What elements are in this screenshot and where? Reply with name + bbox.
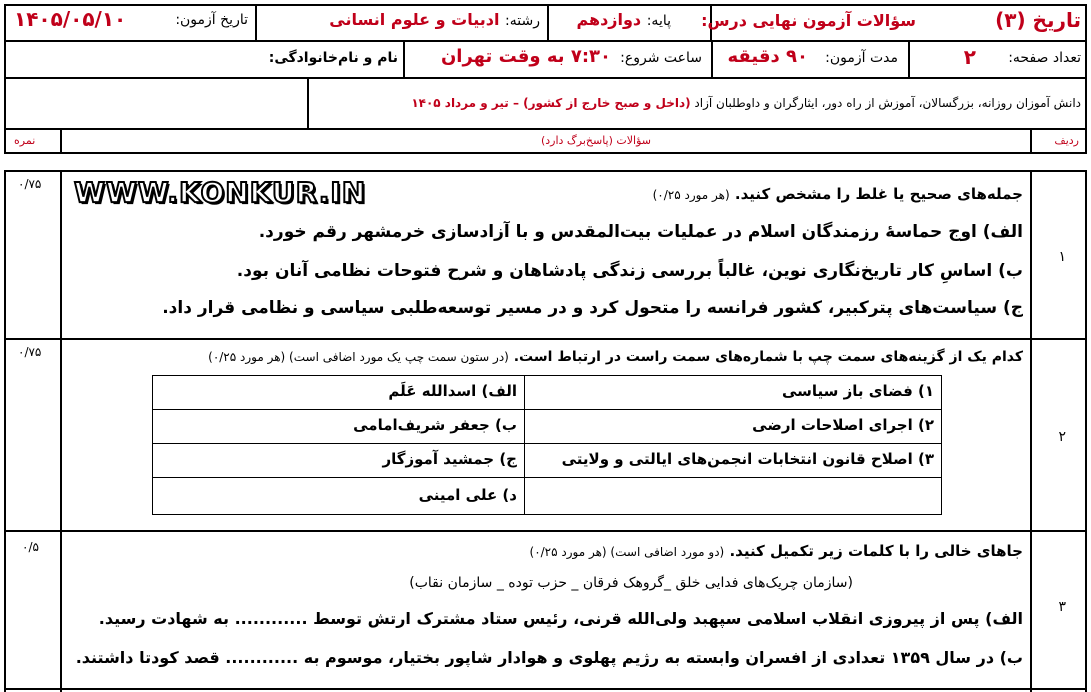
- header-divider: [4, 128, 1087, 130]
- right-item-1: ۱) فضای باز سیاسی: [782, 382, 934, 400]
- duration-label: مدت آزمون:: [825, 50, 898, 66]
- statement-c: ج) سیاست‌های پترکبیر، کشور فرانسه را متحول کرد و در مسیر توسعه‌طلبی سیاسی و نظامی قرار داد.: [162, 298, 1023, 318]
- table-border: [4, 170, 6, 692]
- student-name-label: نام و نام‌خانوادگی:: [268, 50, 398, 66]
- pages-label: تعداد صفحه:: [1008, 50, 1081, 66]
- question-score: ۰/۷۵: [18, 345, 42, 359]
- header-divider: [403, 40, 405, 78]
- pages-count: ۲: [963, 45, 976, 69]
- field: رشته: ادبیات و علوم انسانی: [329, 10, 540, 29]
- left-item-c: ج) جمشید آموزگار: [382, 450, 517, 468]
- word-bank: (سازمان چریک‌های فدایی خلق _گروهک فرقان _ حزب توده _ سازمان نقاب): [409, 575, 853, 591]
- header-divider: [908, 40, 910, 78]
- table-border: [60, 170, 62, 692]
- blank-sentence-a: الف) پس از پیروزی انقلاب اسلامی سپهبد ولی‌الله قرنی، رئیس ستاد مشترک ارتش توسط ............ به شهادت رسید.: [98, 609, 1023, 628]
- question-number: ۱: [1058, 249, 1066, 265]
- left-item-b: ب) جعفر شریف‌امامی: [353, 416, 517, 434]
- header-divider: [711, 40, 713, 78]
- table-border: [1085, 170, 1087, 692]
- header-divider: [4, 77, 1087, 79]
- row-divider: [4, 530, 1087, 532]
- table-border: [1030, 170, 1032, 692]
- header-divider: [255, 4, 257, 41]
- question-score: ۰/۵: [22, 540, 39, 554]
- right-item-3: ۳) اصلاح قانون انتخابات انجمن‌های ایالتی و ولایتی: [561, 450, 934, 468]
- exam-date: ۱۴۰۵/۰۵/۱۰: [14, 7, 127, 31]
- course-title: تاریخ (۳): [995, 8, 1081, 32]
- column-score-header: نمره: [14, 134, 36, 147]
- header-frame: [4, 4, 1087, 154]
- header-divider: [4, 40, 1087, 42]
- question-score: ۰/۷۵: [18, 177, 42, 191]
- question-number: ۳: [1058, 599, 1066, 615]
- header-divider: [1030, 128, 1032, 154]
- statement-a: الف) اوج حماسهٔ رزمندگان اسلام در عملیات بیت‌المقدس و با آزادسازی خرمشهر رقم خورد.: [258, 222, 1023, 242]
- right-item-2: ۲) اجرای اصلاحات ارضی: [752, 416, 934, 434]
- left-item-d: د) علی امینی: [418, 486, 517, 504]
- question-instruction: جمله‌های صحیح یا غلط را مشخص کنید. (هر مورد ۰/۲۵): [652, 185, 1023, 203]
- header-divider: [60, 128, 62, 154]
- row-divider: [4, 338, 1087, 340]
- grade: پایه: دوازدهم: [576, 10, 671, 29]
- blank-sentence-b: ب) در سال ۱۳۵۹ تعدادی از افسران وابسته به رژیم پهلوی و هوادار شاپور بختیار، موسوم به ............ قصد کودتا داشتند.: [75, 648, 1023, 667]
- course-title-label: سؤالات آزمون نهایی درس:: [701, 11, 916, 30]
- audience-note: دانش آموزان روزانه، بزرگسالان، آموزش از راه دور، ایثارگران و داوطلبان آزاد (داخل و صبح خارج از کشور) – تیر و مرداد ۱۴۰۵: [411, 96, 1081, 110]
- header-divider: [547, 4, 549, 41]
- exam-date-label: تاریخ آزمون:: [175, 12, 248, 28]
- duration: ۹۰ دقیقه: [727, 46, 808, 67]
- column-questions-header: سؤالات (پاسخ‌برگ دارد): [540, 134, 651, 147]
- watermark-logo: WWW.KONKUR.IN: [74, 176, 367, 209]
- table-border: [4, 170, 1087, 172]
- statement-b: ب) اساسِ کار تاریخ‌نگاری نوین، غالباً بررسی زندگی پادشاهان و شرح فتوحات نظامی آنان بود.: [236, 261, 1023, 281]
- question-number: ۲: [1058, 429, 1066, 445]
- start-time: ۷:۳۰ به وقت تهران: [440, 46, 611, 67]
- question-instruction: جاهای خالی را با کلمات زیر تکمیل کنید. (دو مورد اضافی است) (هر مورد ۰/۲۵): [529, 542, 1023, 560]
- header-divider: [307, 77, 309, 129]
- column-row-header: ردیف: [1054, 134, 1079, 147]
- row-divider: [4, 688, 1087, 690]
- start-time-label: ساعت شروع:: [620, 50, 702, 66]
- left-item-a: الف) اسدالله عَلَم: [388, 382, 517, 400]
- question-instruction: کدام یک از گزینه‌های سمت چپ با شماره‌های سمت راست در ارتباط است. (در ستون سمت چپ یک مورد اضافی است) (هر مورد ۰/۲۵): [208, 349, 1023, 365]
- right-column-cell: [524, 477, 942, 515]
